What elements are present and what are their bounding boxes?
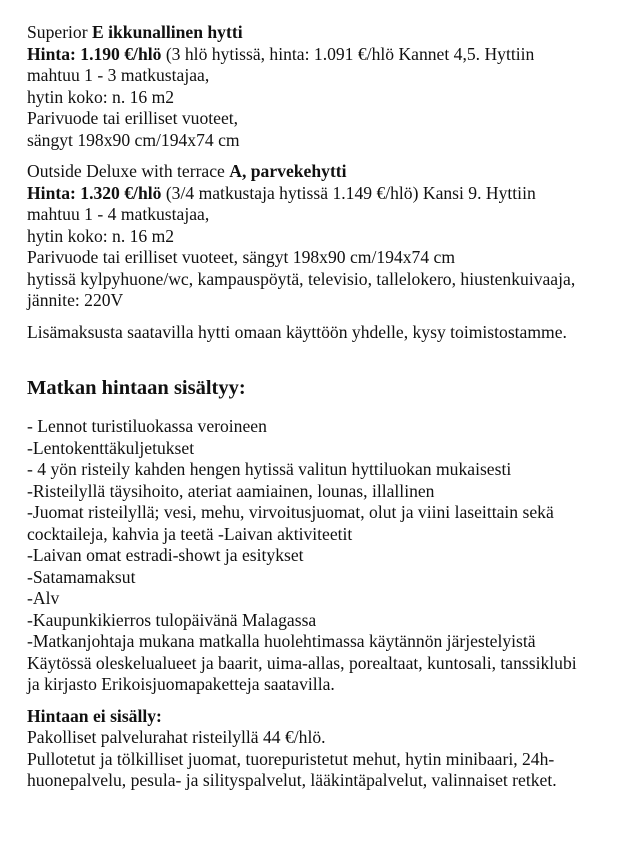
price-label: Hinta: 1.320 €/hlö [27,182,162,203]
cabin-deluxe-detail: mahtuu 1 - 4 matkustajaa, [27,204,210,224]
cabin-deluxe-title [27,161,627,183]
cabin-deluxe-detail: hytissä kylpyhuone/wc, kampauspöytä, televisio, tallelokero, hiustenkuivaaja, [27,268,576,289]
included-item: ja kirjasto Erikoisjuomapaketteja saatavilla. [27,674,335,694]
included-item: - 4 yön risteily kahden hengen hytissä valitun hyttiluokan mukaisesti [27,459,512,479]
excluded-item: huonepalvelu, pesula- ja silityspalvelut, lääkintäpalvelut, valinnaiset retket. [27,770,557,790]
excluded-item: Pakolliset palvelurahat risteilyllä 44 €/hlö. [27,727,326,747]
cabin-deluxe-detail: Parivuode tai erilliset vuoteet, sängyt 198x90 cm/194x74 cm [27,247,456,267]
cabin-type-label: Outside Deluxe with terrace [27,161,225,181]
cabin-superior-detail: hytin koko: n. 16 m2 [27,86,175,107]
cabin-deluxe-section [27,161,627,312]
cabin-superior-section [27,22,627,151]
single-occupancy-note: Lisämaksusta saatavilla hytti omaan käyttöön yhdelle, kysy toimistostamme. [27,321,567,342]
excluded-heading: Hintaan ei sisälly: [27,705,162,726]
included-item: -Kaupunkikierros tulopäivänä Malagassa [27,609,317,630]
cabin-superior-detail: Parivuode tai erilliset vuoteet, [27,108,239,128]
included-item: Käytössä oleskelualueet ja baarit, uima-allas, porealtaat, kuntosali, tanssiklubi [27,652,577,673]
cabin-type-label: Superior [27,22,88,42]
cabin-class-label: A, parvekehytti [229,161,347,181]
included-section [27,376,627,696]
included-item: -Juomat risteilyllä; vesi, mehu, virvoitusjuomat, olut ja viini laseittain sekä [27,502,554,522]
cabin-superior-title [27,22,627,44]
cabin-superior-price [27,44,627,66]
price-details: (3 hlö hytissä, hinta: 1.091 €/hlö Kannet 4,5. Hyttiin [165,43,535,64]
cabin-class-label: E ikkunallinen hytti [92,22,243,42]
included-item: -Alv [27,588,60,608]
cabin-deluxe-price [27,183,627,205]
included-item: -Lentokenttäkuljetukset [27,437,195,458]
included-item: -Risteilyllä täysihoito, ateriat aamiainen, lounas, illallinen [27,480,435,501]
included-item: - Lennot turistiluokassa veroineen [27,416,267,436]
price-label: Hinta: 1.190 €/hlö [27,43,162,64]
excluded-section [27,706,627,792]
cabin-superior-detail: mahtuu 1 - 3 matkustajaa, [27,65,210,85]
included-heading: Matkan hintaan sisältyy: [27,377,246,399]
price-details: (3/4 matkustaja hytissä 1.149 €/hlö) Kansi 9. Hyttiin [165,182,536,203]
cabin-deluxe-detail: jännite: 220V [27,290,124,310]
included-item: -Laivan omat estradi-showt ja esitykset [27,545,304,565]
cabin-superior-detail: sängyt 198x90 cm/194x74 cm [27,129,240,150]
included-item: -Satamamaksut [27,566,136,587]
cabin-deluxe-detail: hytin koko: n. 16 m2 [27,225,175,246]
document-page [27,22,627,792]
included-item: cocktaileja, kahvia ja teetä -Laivan aktiviteetit [27,523,353,544]
excluded-item: Pullotetut ja tölkilliset juomat, tuorepuristetut mehut, hytin minibaari, 24h- [27,748,555,769]
included-item: -Matkanjohtaja mukana matkalla huolehtimassa käytännön järjestelyistä [27,631,536,651]
